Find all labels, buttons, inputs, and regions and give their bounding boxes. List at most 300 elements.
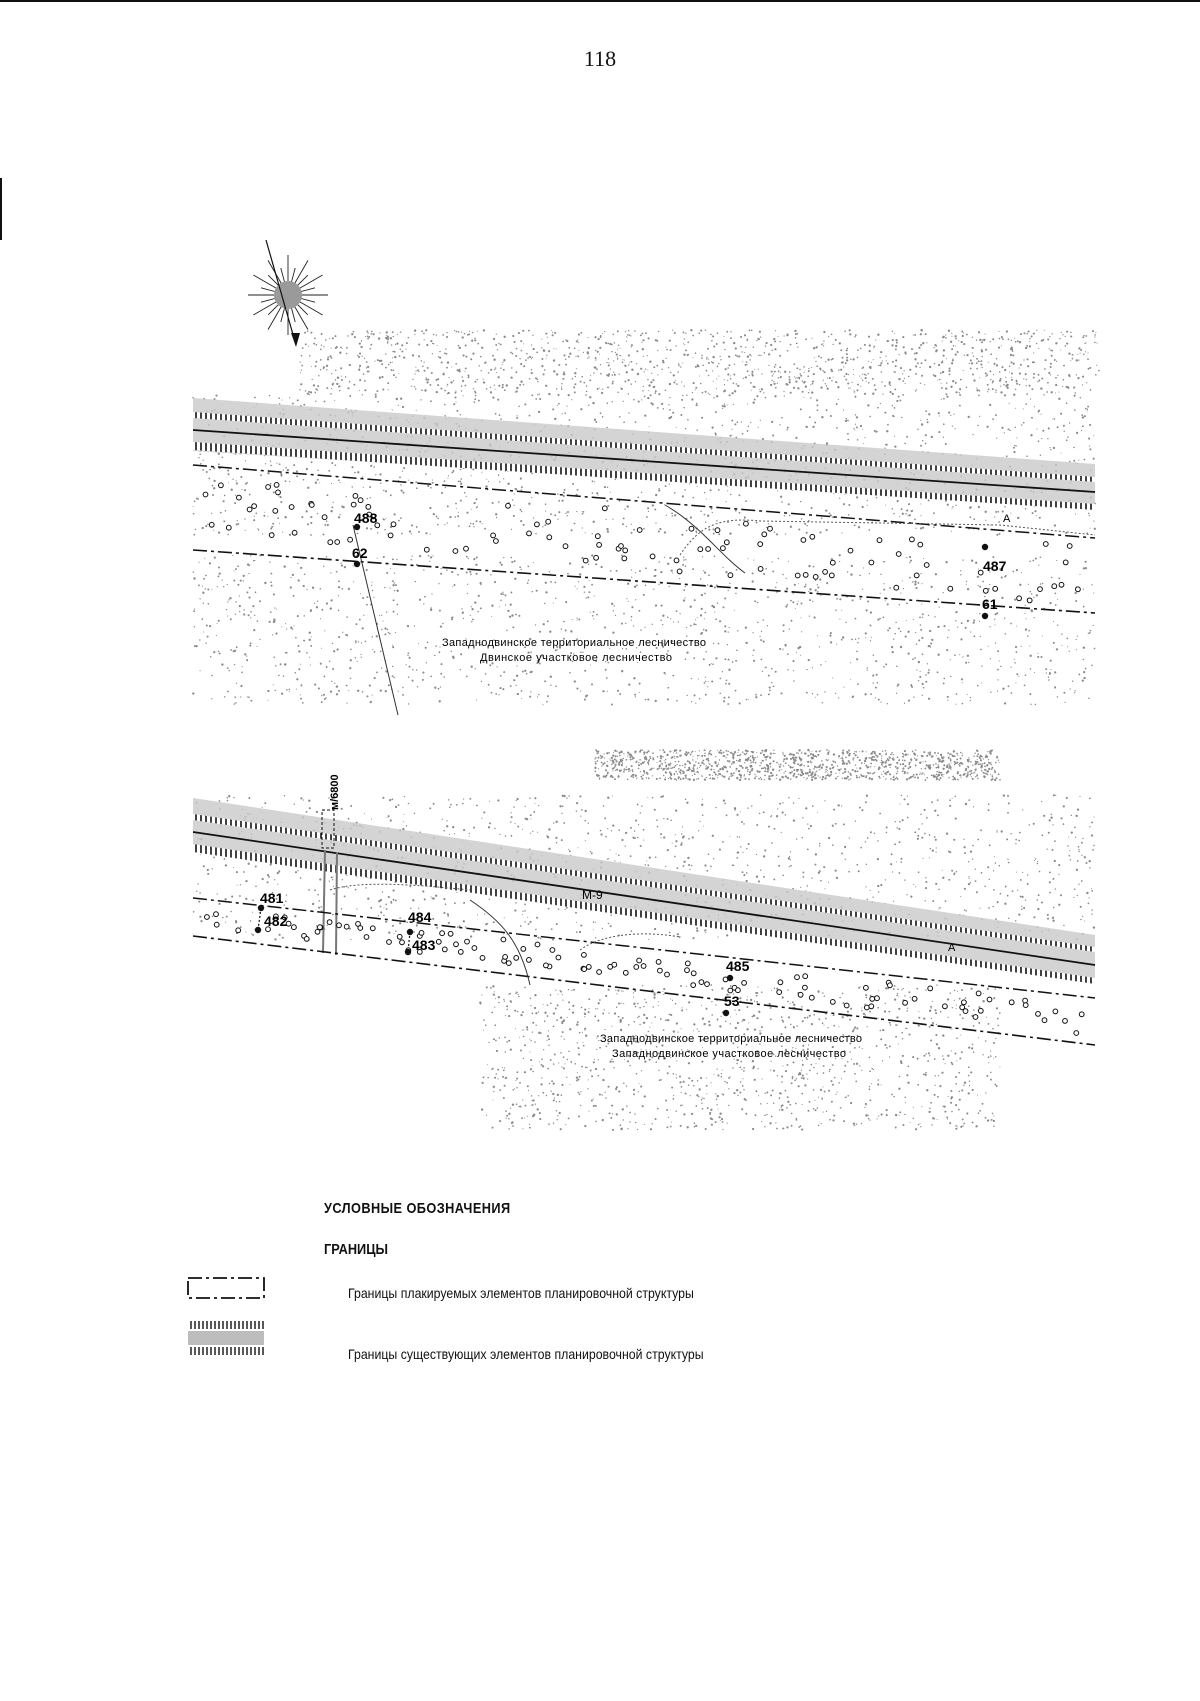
shrub-symbol [910,537,915,542]
stipple-dot [972,337,973,338]
stipple-dot [278,496,279,497]
stipple-dot [727,644,728,645]
stipple-dot [309,657,310,658]
stipple-dot [860,386,861,387]
stipple-dot [675,771,677,773]
stipple-dot [652,624,653,625]
stipple-dot [727,373,729,375]
stipple-dot [665,390,667,392]
stipple-dot [606,427,608,429]
shrub-symbol [494,539,499,544]
stipple-dot [617,330,619,332]
stipple-dot [451,651,452,652]
stipple-dot [364,380,366,382]
stipple-dot [671,756,673,758]
stipple-dot [930,586,932,588]
stipple-dot [408,676,410,678]
stipple-dot [894,407,896,409]
stipple-dot [380,483,382,485]
stipple-dot [810,397,812,399]
stipple-dot [701,776,702,777]
stipple-dot [1012,354,1014,356]
stipple-dot [717,602,719,604]
stipple-dot [1087,410,1088,411]
stipple-dot [580,381,582,383]
stipple-dot [718,764,719,765]
stipple-dot [1016,380,1018,382]
stipple-dot [1002,338,1004,340]
stipple-dot [335,379,336,380]
stipple-dot [878,365,879,366]
stipple-dot [1015,408,1016,409]
stipple-dot [513,341,515,343]
stipple-dot [943,349,945,351]
stipple-dot [1038,374,1040,376]
stipple-dot [1055,392,1056,393]
stipple-dot [821,344,823,346]
stipple-dot [850,573,852,575]
shrub-symbol [689,526,694,531]
stipple-dot [946,358,947,359]
stipple-dot [555,649,557,651]
stipple-dot [599,388,600,389]
stipple-dot [945,500,947,502]
stipple-dot [988,588,990,590]
stipple-dot [501,564,503,566]
stipple-dot [916,669,917,670]
stipple-dot [604,331,605,332]
stipple-dot [1063,430,1064,431]
stipple-dot [627,779,629,781]
stipple-dot [390,362,392,364]
stipple-dot [825,361,826,362]
stipple-dot [744,334,746,336]
stipple-dot [554,332,556,334]
stipple-dot [249,645,251,647]
stipple-dot [1048,679,1050,681]
stipple-dot [1049,602,1051,604]
stipple-dot [701,762,703,764]
stipple-dot [854,396,856,398]
stipple-dot [1056,361,1057,362]
stipple-dot [497,376,499,378]
stipple-dot [312,379,313,380]
stipple-dot [248,614,250,616]
stipple-dot [870,766,871,767]
stipple-dot [447,393,448,394]
stipple-dot [692,756,693,757]
stipple-dot [447,384,448,385]
stipple-dot [324,630,325,631]
stipple-dot [937,654,939,656]
stipple-dot [612,770,613,771]
stipple-dot [880,351,882,353]
stipple-dot [317,470,318,471]
stipple-dot [1009,403,1010,404]
stipple-dot [668,367,669,368]
stipple-dot [504,336,506,338]
stipple-dot [1068,387,1070,389]
stipple-dot [418,531,420,533]
stipple-dot [451,366,452,367]
stipple-dot [323,566,324,567]
boundary-point [982,544,988,550]
stipple-dot [701,355,702,356]
stipple-dot [690,625,692,627]
stipple-dot [831,333,833,335]
stipple-dot [726,501,727,502]
stipple-dot [227,470,229,472]
stipple-dot [412,379,413,380]
stipple-dot [678,778,679,779]
stipple-dot [1083,335,1085,337]
stipple-dot [816,766,818,768]
stipple-dot [889,773,891,775]
stipple-dot [443,676,445,678]
stipple-dot [867,404,869,406]
stipple-dot [995,511,997,513]
stipple-dot [856,416,858,418]
stipple-dot [471,621,472,622]
stipple-dot [986,426,988,428]
stipple-dot [447,478,448,479]
stipple-dot [503,671,505,673]
stipple-dot [791,767,793,769]
stipple-dot [512,499,513,500]
stipple-dot [973,621,975,623]
stipple-dot [739,702,741,704]
stipple-dot [898,378,900,380]
stipple-dot [999,338,1001,340]
stipple-dot [669,483,670,484]
stipple-dot [1060,413,1062,415]
stipple-dot [445,348,446,349]
stipple-dot [367,338,369,340]
stipple-dot [1093,435,1094,436]
stipple-dot [466,512,468,514]
stipple-dot [1086,382,1087,383]
stipple-dot [1025,628,1027,630]
stipple-dot [805,585,807,587]
stipple-dot [392,666,393,667]
stipple-dot [913,334,914,335]
stipple-dot [513,505,514,506]
stipple-dot [565,629,567,631]
stipple-dot [726,679,728,681]
stipple-dot [702,392,704,394]
stipple-dot [226,609,227,610]
stipple-dot [362,691,364,693]
stipple-dot [1007,330,1008,331]
stipple-dot [396,398,398,400]
stipple-dot [619,769,621,771]
stipple-dot [671,569,673,571]
stipple-dot [1001,427,1003,429]
stipple-dot [881,760,883,762]
stipple-dot [358,369,360,371]
stipple-dot [635,421,637,423]
stipple-dot [457,515,459,517]
stipple-dot [605,519,606,520]
stipple-dot [353,384,355,386]
stipple-dot [194,645,196,647]
stipple-dot [198,457,199,458]
stipple-dot [962,335,964,337]
stipple-dot [438,688,440,690]
stipple-dot [234,502,236,504]
stipple-dot [868,382,870,384]
stipple-dot [1047,338,1049,340]
stipple-dot [880,357,881,358]
stipple-dot [402,470,403,471]
stipple-dot [594,481,595,482]
stipple-dot [801,603,803,605]
stipple-dot [810,761,812,763]
stipple-dot [753,649,755,651]
stipple-dot [222,580,223,581]
stipple-dot [973,379,975,381]
stipple-dot [1050,449,1051,450]
stipple-dot [455,503,457,505]
stipple-dot [306,652,308,654]
stipple-dot [716,343,718,345]
stipple-dot [1089,445,1090,446]
stipple-dot [992,338,994,340]
stipple-dot [306,510,308,512]
stipple-dot [1089,448,1091,450]
stipple-dot [669,776,671,778]
stipple-dot [708,574,710,576]
shrub-symbol [351,502,356,507]
stipple-dot [410,559,411,560]
stipple-dot [801,518,803,520]
stipple-dot [232,555,233,556]
stipple-dot [426,381,428,383]
stipple-dot [539,631,541,633]
stipple-dot [874,756,876,758]
stipple-dot [406,349,407,350]
stipple-dot [304,332,306,334]
stipple-dot [1058,398,1060,400]
stipple-dot [979,390,981,392]
stipple-dot [851,382,852,383]
stipple-dot [467,334,469,336]
stipple-dot [1050,366,1052,368]
stipple-dot [893,371,895,373]
stipple-dot [364,389,366,391]
stipple-dot [1076,374,1077,375]
stipple-dot [903,370,904,371]
stipple-dot [523,365,525,367]
stipple-dot [751,390,752,391]
stipple-dot [514,493,515,494]
shrub-symbol [721,546,726,551]
stipple-dot [899,354,900,355]
stipple-dot [838,697,839,698]
stipple-dot [1033,377,1035,379]
stipple-dot [392,362,393,363]
stipple-dot [717,366,719,368]
stipple-dot [645,699,647,701]
stipple-dot [849,333,851,335]
stipple-dot [1085,668,1087,670]
stipple-dot [793,759,794,760]
stipple-dot [935,763,937,765]
stipple-dot [336,685,338,687]
shrub-symbol [768,526,773,531]
stipple-dot [300,684,302,686]
stipple-dot [365,641,367,643]
stipple-dot [672,515,674,517]
stipple-dot [686,530,687,531]
stipple-dot [922,613,924,615]
stipple-dot [894,436,895,437]
stipple-dot [584,591,585,592]
stipple-dot [416,526,418,528]
stipple-dot [1055,377,1057,379]
stipple-dot [1037,381,1038,382]
stipple-dot [592,533,593,534]
stipple-dot [848,388,849,389]
stipple-dot [390,568,391,569]
stipple-dot [412,680,414,682]
stipple-dot [717,777,718,778]
stipple-dot [888,771,889,772]
stipple-dot [1035,558,1037,560]
stipple-dot [577,620,578,621]
stipple-dot [1081,414,1083,416]
stipple-dot [379,332,380,333]
stipple-dot [633,625,634,626]
stipple-dot [903,754,904,755]
stipple-dot [893,513,894,514]
stipple-dot [1048,372,1050,374]
stipple-dot [985,334,986,335]
stipple-dot [620,387,622,389]
stipple-dot [594,767,596,769]
stipple-dot [359,367,360,368]
stipple-dot [659,393,661,395]
stipple-dot [1055,342,1057,344]
stipple-dot [706,357,707,358]
stipple-dot [320,588,322,590]
stipple-dot [914,353,916,355]
stipple-dot [950,659,951,660]
stipple-dot [588,347,590,349]
stipple-dot [536,352,538,354]
stipple-dot [407,652,409,654]
stipple-dot [619,693,621,695]
stipple-dot [1011,379,1013,381]
point-label: 62 [352,545,368,561]
stipple-dot [628,364,629,365]
stipple-dot [491,616,492,617]
stipple-dot [440,573,442,575]
stipple-dot [800,501,801,502]
stipple-dot [421,389,423,391]
stipple-dot [274,607,275,608]
stipple-dot [718,489,720,491]
stipple-dot [337,377,339,379]
stipple-dot [302,347,304,349]
shrub-symbol [758,567,763,572]
stipple-dot [827,387,829,389]
stipple-dot [1087,358,1089,360]
stipple-dot [940,777,942,779]
stipple-dot [541,365,543,367]
stipple-dot [747,403,748,404]
stipple-dot [314,392,316,394]
stipple-dot [670,774,672,776]
stipple-dot [339,482,340,483]
stipple-dot [246,659,248,661]
stipple-dot [802,380,804,382]
stipple-dot [709,664,711,666]
stipple-dot [699,755,700,756]
stipple-dot [744,762,745,763]
stipple-dot [784,755,786,757]
stipple-dot [742,361,743,362]
stipple-dot [267,472,269,474]
stipple-dot [628,393,629,394]
stipple-dot [1076,359,1078,361]
stipple-dot [782,649,783,650]
stipple-dot [840,768,841,769]
stipple-dot [273,491,275,493]
stipple-dot [558,395,559,396]
stipple-dot [779,648,781,650]
stipple-dot [752,374,754,376]
stipple-dot [642,339,644,341]
stipple-dot [870,367,872,369]
stipple-dot [1006,455,1008,457]
stipple-dot [234,650,236,652]
stipple-dot [812,426,814,428]
stipple-dot [787,653,789,655]
stipple-dot [828,336,829,337]
stipple-dot [935,573,937,575]
stipple-dot [1029,341,1030,342]
stipple-dot [544,369,546,371]
stipple-dot [951,362,953,364]
stipple-dot [614,764,616,766]
stipple-dot [802,391,804,393]
stipple-dot [791,753,793,755]
stipple-dot [194,501,196,503]
stipple-dot [257,646,258,647]
stipple-dot [842,772,844,774]
stipple-dot [839,561,840,562]
stipple-dot [369,685,371,687]
stipple-dot [613,610,614,611]
stipple-dot [482,523,483,524]
stipple-dot [937,379,938,380]
stipple-dot [801,775,802,776]
stipple-dot [886,778,887,779]
stipple-dot [927,672,929,674]
stipple-dot [906,510,908,512]
stipple-dot [822,778,824,780]
stipple-dot [578,342,579,343]
stipple-dot [913,696,914,697]
stipple-dot [815,589,817,591]
stipple-dot [1001,366,1003,368]
stipple-dot [416,669,417,670]
stipple-dot [962,703,964,705]
stipple-dot [250,555,251,556]
stipple-dot [507,483,509,485]
stipple-dot [289,481,290,482]
